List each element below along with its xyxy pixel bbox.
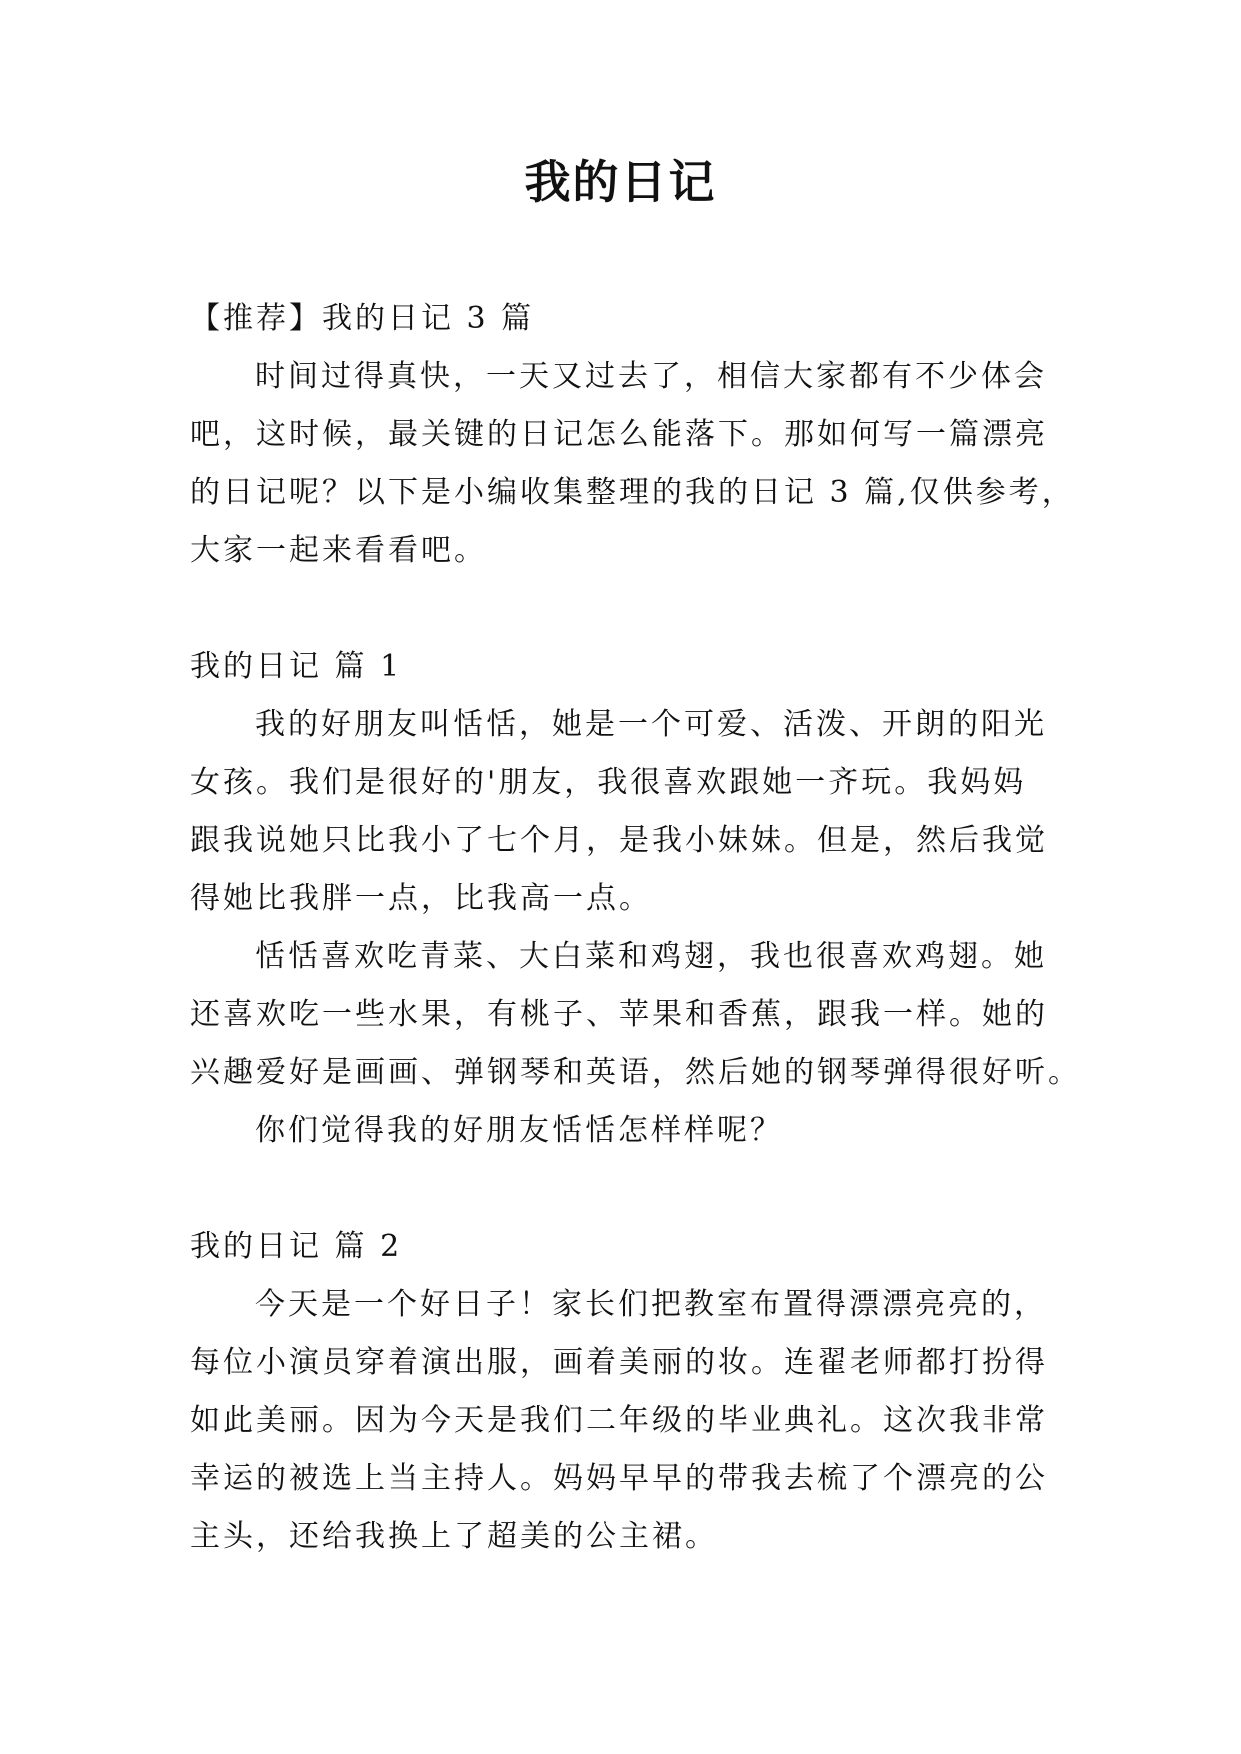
section-gap: [190, 580, 1060, 638]
section-gap: [190, 1160, 1060, 1218]
document-body: [190, 290, 1081, 1566]
paragraph-line: 如此美丽。因为今天是我们二年级的毕业典礼。这次我非常: [190, 1403, 1048, 1438]
paragraph-line: 幸运的被选上当主持人。妈妈早早的带我去梳了个漂亮的公: [190, 1461, 1048, 1496]
paragraph-line: 每位小演员穿着演出服，画着美丽的妆。连翟老师都打扮得: [190, 1345, 1048, 1380]
intro-line: 吧，这时候，最关键的日记怎么能落下。那如何写一篇漂亮: [190, 417, 1048, 452]
paragraph-line: 我的好朋友叫恬恬，她是一个可爱、活泼、开朗的阳光: [255, 707, 1047, 742]
paragraph-line: 兴趣爱好是画画、弹钢琴和英语，然后她的钢琴弹得很好听。: [190, 1055, 1081, 1090]
paragraph-line: 还喜欢吃一些水果，有桃子、苹果和香蕉，跟我一样。她的: [190, 997, 1048, 1032]
paragraph-line: 主头，还给我换上了超美的公主裙。: [190, 1519, 718, 1554]
paragraph-line: 女孩。我们是很好的'朋友，我很喜欢跟她一齐玩。我妈妈: [190, 765, 1027, 800]
intro-line: 的日记呢？以下是小编收集整理的我的日记 3 篇,仅供参考，: [190, 475, 1075, 510]
paragraph-line: 跟我说她只比我小了七个月，是我小妹妹。但是，然后我觉: [190, 823, 1048, 858]
document-title: 我的日记: [524, 155, 717, 209]
paragraph-line: 今天是一个好日子！家长们把教室布置得漂漂亮亮的，: [255, 1287, 1047, 1322]
paragraph-line: 你们觉得我的好朋友恬恬怎样样呢？: [255, 1113, 783, 1148]
entry-heading: 我的日记 篇 1: [190, 649, 403, 684]
intro-line: 时间过得真快，一天又过去了，相信大家都有不少体会: [255, 359, 1047, 394]
intro-line: 大家一起来看看吧。: [190, 533, 487, 568]
intro-heading: 【推荐】我的日记 3 篇: [190, 301, 535, 336]
paragraph-line: 恬恬喜欢吃青菜、大白菜和鸡翅，我也很喜欢鸡翅。她: [255, 939, 1047, 974]
entry-heading: 我的日记 篇 2: [190, 1229, 403, 1264]
paragraph-line: 得她比我胖一点，比我高一点。: [190, 881, 652, 916]
